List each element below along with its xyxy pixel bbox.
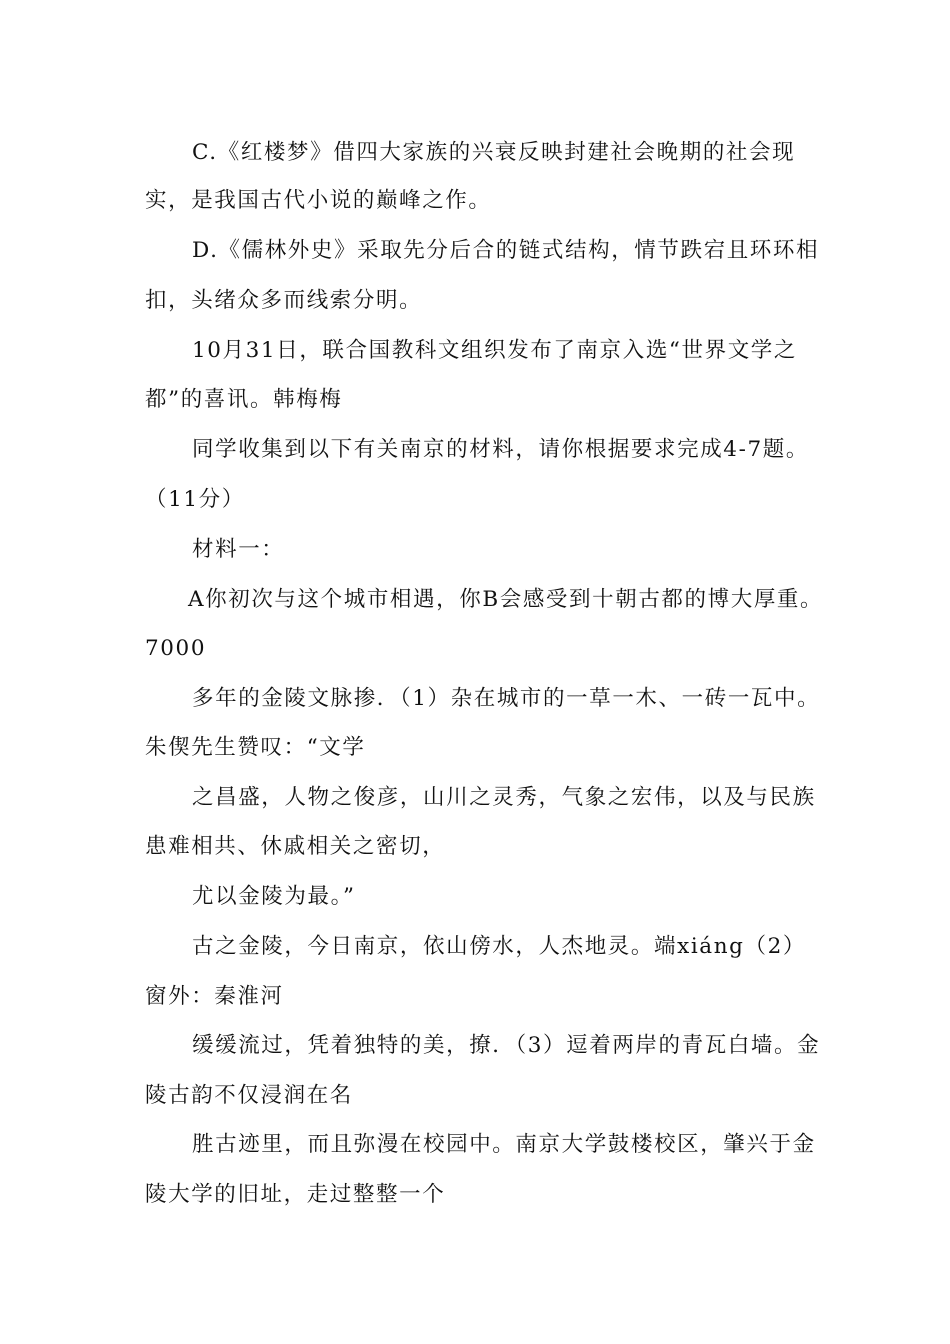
text-line: 尤以金陵为最。” bbox=[192, 884, 356, 909]
text-line: 之昌盛，人物之俊彦，山川之灵秀，气象之宏伟，以及与民族 bbox=[192, 785, 816, 810]
text-line: 材料一： bbox=[192, 537, 285, 562]
text-line: 患难相共、休戚相关之密切， bbox=[145, 834, 446, 859]
text-line: 7000 bbox=[145, 636, 207, 661]
text-line: 朱偰先生赞叹：“文学 bbox=[145, 735, 366, 760]
text-line: 胜古迹里，而且弥漫在校园中。南京大学鼓楼校区，肇兴于金 bbox=[192, 1132, 816, 1157]
text-line: A你初次与这个城市相遇，你B会感受到十朝古都的博大厚重。 bbox=[188, 587, 824, 612]
text-line: 扣，头绪众多而线索分明。 bbox=[145, 288, 423, 313]
text-line: D.《儒林外史》采取先分后合的链式结构，情节跌宕且环环相 bbox=[192, 238, 820, 263]
text-line: 陵大学的旧址，走过整整一个 bbox=[145, 1182, 446, 1207]
text-line: 窗外：秦淮河 bbox=[145, 984, 284, 1009]
text-line: C.《红楼梦》借四大家族的兴衰反映封建社会晚期的社会现 bbox=[192, 140, 796, 165]
text-line: 10月31日，联合国教科文组织发布了南京入选“世界文学之 bbox=[192, 338, 798, 363]
text-line: 缓缓流过，凭着独特的美，撩．（3）逗着两岸的青瓦白墙。金 bbox=[192, 1033, 821, 1058]
text-line: 古之金陵，今日南京，依山傍水，人杰地灵。端xiáng（2） bbox=[192, 934, 807, 959]
text-line: 同学收集到以下有关南京的材料，请你根据要求完成4-7题。 bbox=[192, 437, 809, 462]
text-line: （11分） bbox=[145, 487, 245, 512]
text-line: 陵古韵不仅浸润在名 bbox=[145, 1083, 353, 1108]
text-line: 多年的金陵文脉掺．（1）杂在城市的一草一木、一砖一瓦中。 bbox=[192, 686, 821, 711]
text-line: 实，是我国古代小说的巅峰之作。 bbox=[145, 188, 492, 213]
text-line: 都”的喜讯。韩梅梅 bbox=[145, 387, 343, 412]
